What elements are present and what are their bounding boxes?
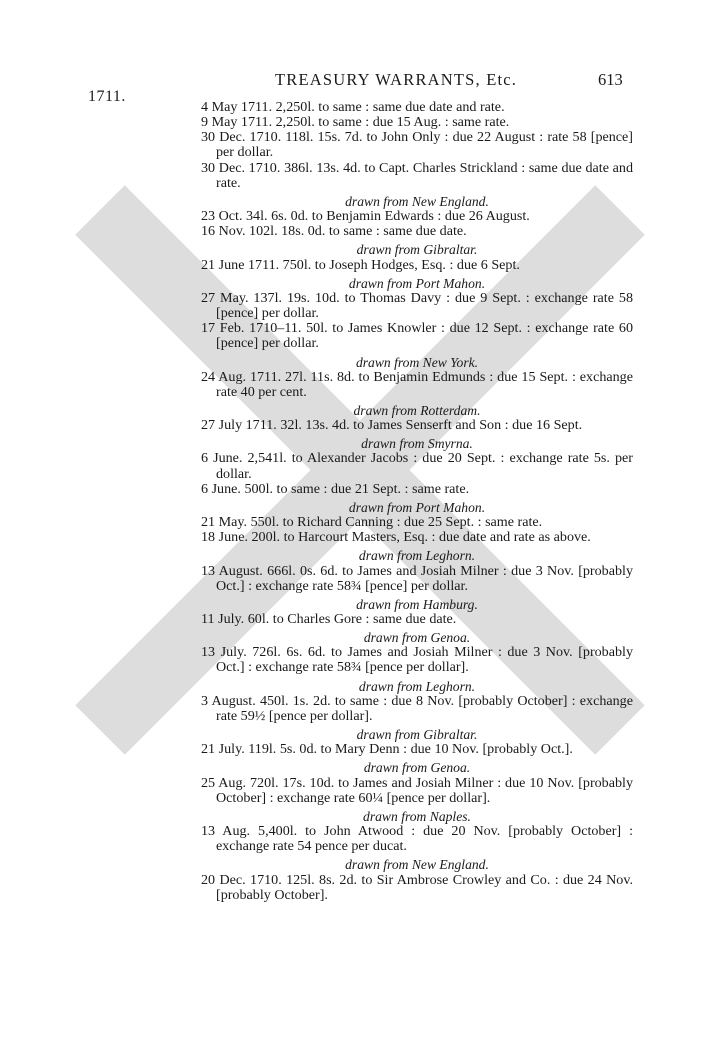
origin-heading: drawn from Smyrna. xyxy=(361,436,473,452)
warrant-entry: 21 May. 550l. to Richard Canning : due 25 Sept. : same rate. xyxy=(201,514,543,531)
warrant-entry: 13 July. 726l. 6s. 6d. to James and Josiah Milner : due 3 Nov. [probably Oct.] : exchange rate 58¾ [pence per dollar]. xyxy=(201,644,633,676)
origin-heading: drawn from Rotterdam. xyxy=(353,402,481,418)
page-number: 613 xyxy=(598,70,623,89)
warrant-entry: 25 Aug. 720l. 17s. 10d. to James and Josiah Milner : due 10 Nov. [probably October] : exchange rate 60¼ [pence per dollar]. xyxy=(201,774,633,806)
origin-heading: drawn from Naples. xyxy=(363,808,471,824)
warrant-entry: 27 May. 137l. 19s. 10d. to Thomas Davy : due 9 Sept. : exchange rate 58 [pence] per dollar. xyxy=(201,289,633,322)
warrant-entry: 11 July. 60l. to Charles Gore : same due date. xyxy=(201,611,457,627)
warrant-entry: 18 June. 200l. to Harcourt Masters, Esq. : due date and rate as above. xyxy=(201,529,591,546)
origin-heading: drawn from Port Mahon. xyxy=(348,275,486,291)
origin-heading: drawn from Leghorn. xyxy=(358,678,476,694)
warrant-entry: 3 August. 450l. 1s. 2d. to same : due 8 Nov. [probably October] : exchange rate 59½ [pence per dollar]. xyxy=(201,692,633,724)
warrant-entry: 17 Feb. 1710–11. 50l. to James Knowler : due 12 Sept. : exchange rate 60 [pence] per dollar. xyxy=(201,320,633,352)
origin-heading: drawn from Hamburg. xyxy=(356,596,478,612)
origin-heading: drawn from Genoa. xyxy=(363,630,471,646)
warrant-entry: 23 Oct. 34l. 6s. 0d. to Benjamin Edwards : due 26 August. xyxy=(201,208,530,225)
warrant-entry: 4 May 1711. 2,250l. to same : same due date and rate. xyxy=(201,99,505,115)
warrant-entry: 9 May 1711. 2,250l. to same : due 15 Aug. : same rate. xyxy=(201,114,510,131)
warrant-entry: 21 July. 119l. 5s. 0d. to Mary Denn : due 10 Nov. [probably Oct.]. xyxy=(201,741,573,758)
margin-year: 1711. xyxy=(88,88,126,105)
warrant-entry: 30 Dec. 1710. 386l. 13s. 4d. to Capt. Charles Strickland : same due date and rate. xyxy=(201,159,633,191)
warrant-entry: 30 Dec. 1710. 118l. 15s. 7d. to John Only : due 22 August : rate 58 [pence] per dollar. xyxy=(201,129,633,161)
origin-heading: drawn from Genoa. xyxy=(363,760,471,776)
warrant-entry: 21 June 1711. 750l. to Joseph Hodges, Esq. : due 6 Sept. xyxy=(201,256,520,273)
warrant-entries xyxy=(201,100,633,903)
warrant-entry: 16 Nov. 102l. 18s. 0d. to same : same due date. xyxy=(201,223,467,240)
origin-heading: drawn from Port Mahon. xyxy=(348,499,486,515)
warrant-entry: 24 Aug. 1711. 27l. 11s. 8d. to Benjamin Edmunds : due 15 Sept. : exchange rate 40 per cent. xyxy=(201,368,633,400)
warrant-entry: 20 Dec. 1710. 125l. 8s. 2d. to Sir Ambrose Crowley and Co. : due 24 Nov. [probably October]. xyxy=(201,871,633,903)
origin-heading: drawn from Gibraltar. xyxy=(356,727,478,743)
origin-heading: drawn from New England. xyxy=(345,857,489,873)
warrant-entry: 27 July 1711. 32l. 13s. 4d. to James Senserft and Son : due 16 Sept. xyxy=(201,417,583,434)
origin-heading: drawn from New York. xyxy=(355,354,479,370)
warrant-entry: 13 Aug. 5,400l. to John Atwood : due 20 Nov. [probably October] : exchange rate 54 pence per ducat. xyxy=(201,823,633,855)
origin-heading: drawn from Leghorn. xyxy=(358,548,476,564)
warrant-entry: 6 June. 2,541l. to Alexander Jacobs : due 20 Sept. : exchange rate 5s. per dollar. xyxy=(201,450,633,482)
origin-heading: drawn from Gibraltar. xyxy=(356,242,478,258)
warrant-entry: 6 June. 500l. to same : due 21 Sept. : same rate. xyxy=(201,480,470,497)
running-head-title: TREASURY WARRANTS, Etc. xyxy=(275,70,518,89)
origin-heading: drawn from New England. xyxy=(345,193,489,209)
warrant-entry: 13 August. 666l. 0s. 6d. to James and Josiah Milner : due 3 Nov. [probably Oct.] : exchange rate 58¾ [pence] per dollar. xyxy=(201,562,633,594)
